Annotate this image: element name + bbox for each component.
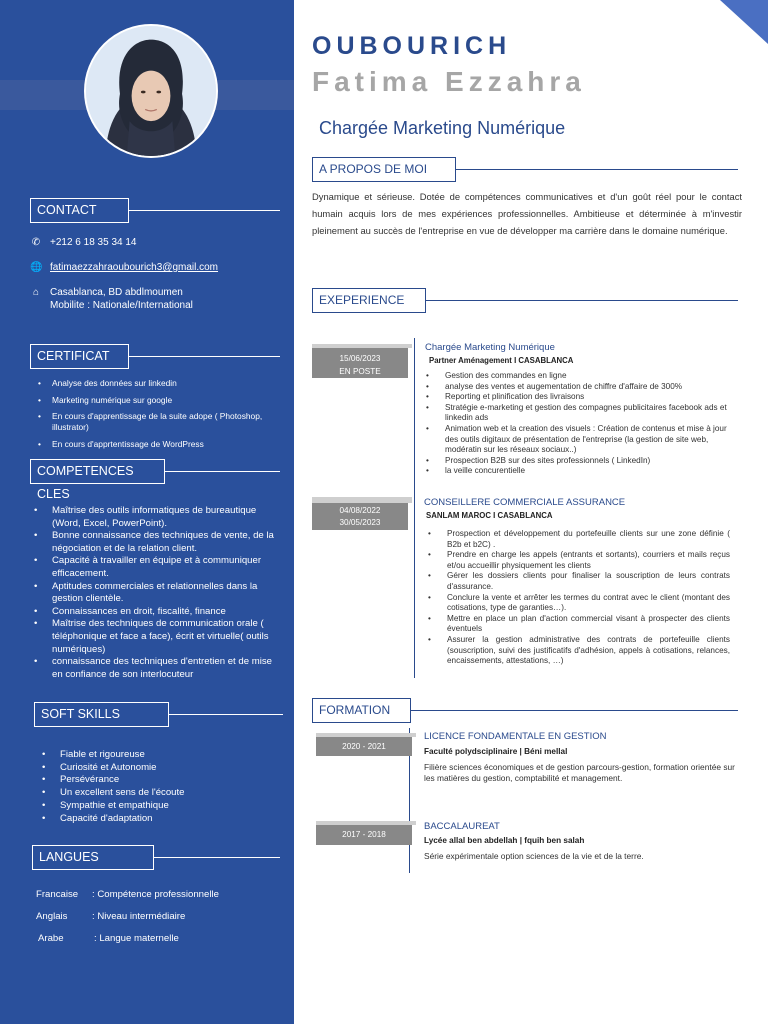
formation-description: Filière sciences économiques et de gestion parcours-gestion, formation orientée sur les matières du gestion, comptabilité et management. [424, 762, 735, 783]
list-item: • Prospection B2B sur des sites professionnels ( LinkedIn) [426, 456, 740, 467]
job-title: CONSEILLERE COMMERCIALE ASSURANCE [424, 497, 626, 508]
list-item: • Gestion des commandes en ligne [426, 371, 740, 382]
language-row [38, 933, 179, 944]
job-company: SANLAM MAROC I CASABLANCA [426, 511, 553, 520]
person-icon [86, 26, 216, 156]
divider [154, 857, 280, 858]
list-item: • Prospection et développement du portefeuille clients sur une zone définie ( B2b et b2C) . [428, 529, 730, 550]
list-item: • Curiosité et Autonomie [42, 762, 262, 775]
job-title: Chargée Marketing Numérique [319, 118, 566, 138]
job-date [312, 503, 408, 530]
job-end-date: EN POSTE [339, 367, 381, 376]
list-item: • En cours d'apprtentissage de WordPress [38, 439, 278, 450]
formation-title: LICENCE FONDAMENTALE EN GESTION [424, 731, 607, 742]
formation-date: 2017 - 2018 [316, 825, 412, 845]
list-item: • Reporting et plinification des livraisons [426, 392, 740, 403]
language-level: : Compétence professionnelle [92, 889, 219, 900]
job-title: Chargée Marketing Numérique [425, 342, 555, 353]
list-item: • Marketing numérique sur google [38, 395, 278, 406]
address-line-2: Mobilite : Nationale/International [50, 300, 193, 311]
list-item: • En cours d'apprentissage de la suite adope ( Photoshop, illustrator) [38, 411, 278, 433]
certificat-heading: CERTIFICAT [30, 344, 129, 369]
soft-skills-heading: SOFT SKILLS [34, 702, 169, 727]
list-item: • Stratégie e-marketing et gestion des compagnes publicitaires facebook ads et linkedin ads [426, 403, 740, 424]
profile-photo [84, 24, 218, 158]
job-company: Partner Aménagement I CASABLANCA [429, 356, 574, 365]
list-item: • Conclure la vente et arrêter les termes du contrat avec le client (montant des cotisations, type de garanties…). [428, 593, 730, 614]
job-start-date: 04/08/2022 [339, 506, 381, 515]
list-item: • Persévérance [42, 774, 262, 787]
soft-skills-list [42, 749, 262, 825]
about-text: Dynamique et sérieuse. Dotée de compétences communicatives et d'un goût réel pour le contact humain acquis lors de mes expériences professionnelles. Ambitieuse et déterminée à m'investir pleinement au succès de l'entreprise en vue de développer ma carrière dans le domaine numérique. [312, 191, 742, 236]
list-item: • analyse des ventes et augementation de chiffre d'affaire de 300% [426, 382, 740, 393]
language-level: : Niveau intermédiaire [92, 911, 186, 922]
contact-heading: CONTACT [30, 198, 129, 223]
list-item: • Analyse des données sur linkedin [38, 378, 278, 389]
list-item: • Animation web et la creation des visuels : Création de contenus et mise à jour des outils digitaux de présentation de l'entreprise (la gestion de site web, modératin sur les réseaux sociaux..) [426, 424, 740, 456]
language-name: Francaise [36, 889, 79, 900]
list-item: • Bonne connaissance des techniques de vente, de la négociation et de la relation client. [34, 530, 274, 555]
job-date [312, 348, 408, 378]
job-end-date: 30/05/2023 [339, 518, 381, 527]
contact-email [30, 262, 218, 273]
divider [129, 356, 280, 357]
language-name: Arabe [38, 933, 64, 944]
divider [456, 169, 738, 170]
list-item: • connaissance des techniques d'entretien et de mise en confiance de son interlocuteur [34, 656, 274, 681]
first-name: Fatima Ezzahra [312, 66, 586, 97]
formation-school: Faculté polydsciplinaire | Béni mellal [424, 747, 568, 756]
sidebar [0, 0, 294, 1024]
job-tasks [426, 371, 740, 477]
experience-timeline [414, 338, 415, 678]
language-row [36, 889, 219, 900]
list-item: • Capacité d'adaptation [42, 813, 262, 826]
divider [411, 710, 738, 711]
home-icon: ⌂ [32, 287, 40, 298]
language-name: Anglais [36, 911, 68, 922]
language-level: : Langue maternelle [94, 933, 179, 944]
certificat-list [38, 378, 278, 455]
experience-heading: EXEPERIENCE [312, 288, 426, 313]
list-item: • Capacité à travailler en équipe et à communiquer efficacement. [34, 555, 274, 580]
corner-decoration [720, 0, 768, 44]
phone-text: +212 6 18 35 34 14 [50, 237, 137, 248]
competences-heading: COMPETENCES CLES [30, 459, 165, 484]
formation-date: 2020 - 2021 [316, 737, 412, 756]
list-item: • Prendre en charge les appels (entrants et sortants), courriers et mails reçus et/ou accueillir physiquement les clients [428, 550, 730, 571]
langues-heading: LANGUES [32, 845, 154, 870]
formation-school: Lycée allal ben abdellah | fquih ben salah [424, 836, 585, 845]
phone-icon: ✆ [31, 237, 41, 248]
job-tasks [428, 529, 730, 667]
last-name: OUBOURICH [312, 32, 512, 60]
globe-icon: 🌐 [30, 262, 43, 273]
divider [129, 210, 280, 211]
divider [426, 300, 738, 301]
divider [165, 471, 280, 472]
list-item: • Aptitudes commerciales et relationnelles dans la gestion clientèle. [34, 581, 274, 606]
divider [169, 714, 283, 715]
list-item: • Connaissances en droit, fiscalité, finance [34, 606, 274, 619]
list-item: • Un excellent sens de l'écoute [42, 787, 262, 800]
formation-heading: FORMATION [312, 698, 411, 723]
formation-title: BACCALAUREAT [424, 821, 500, 832]
list-item: • Gérer les dossiers clients pour finaliser la souscription de leurs contrats d'assurance. [428, 571, 730, 592]
contact-address [30, 287, 193, 311]
list-item: • Maîtrise des outils informatiques de bureautique (Word, Excel, PowerPoint). [34, 505, 274, 530]
list-item: • Mettre en place un plan d'action commercial visant à prospecter des clients éventuels [428, 614, 730, 635]
competences-list [34, 505, 274, 681]
list-item: • Maîtrise des techniques de communication orale ( téléphonique et face a face), écrit et virtuelle( outils numériques) [34, 618, 274, 656]
email-link[interactable]: fatimaezzahraoubourich3@gmail.com [50, 262, 219, 273]
list-item: • Sympathie et empathique [42, 800, 262, 813]
address-line-1: Casablanca, BD abdlmoumen [50, 287, 183, 298]
language-row [36, 911, 185, 922]
job-start-date: 15/06/2023 [339, 354, 381, 363]
formation-description: Série expérimentale option sciences de la vie et de la terre. [424, 851, 644, 861]
list-item: • Assurer la gestion administrative des contrats de portefeuille clients (souscription, suivi des justificatifs d'adhésion, appels à cotisations, relances, encaissements, attestations, …) [428, 635, 730, 667]
list-item: • Fiable et rigoureuse [42, 749, 262, 762]
list-item: • la veille concurentielle [426, 466, 740, 477]
contact-phone [30, 237, 136, 248]
about-heading: A PROPOS DE MOI [312, 157, 456, 182]
